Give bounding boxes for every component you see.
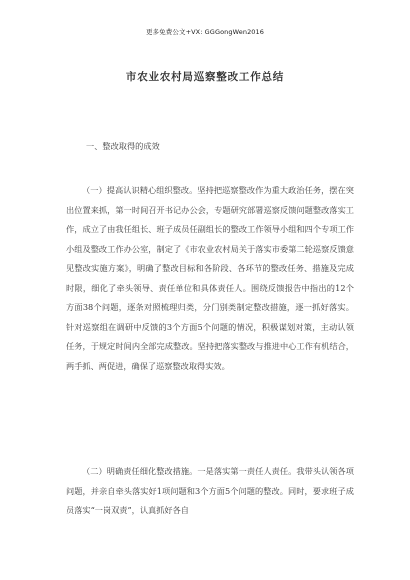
paragraph-organize-rectification: （一）提高认识精心组织整改。坚持把巡察整改作为重大政治任务，摆在突出位置来抓，第一时间召开书记办公会，专题研究部署巡察反馈问题整改落实工作，成立了由我任组长、班子成员任副组长的整改工作领导小组和四个专项工作小组及整改工作办公室，制定了《市农业农村局关于落实市委第二轮巡察反馈意见整改实施方案》，明确了整改目标和各阶段、各环节的整改任务、措施及完成时限，细化了牵头领导、责任单位和具体责任人。围绕反馈报告中指出的12个方面38个问题，逐条对照梳理归类，分门别类制定整改措施，逐一抓好落实。针对巡察组在调研中反馈的3个方面5个问题的情况，积极谋划对策，主动认领任务，于规定时间内全部完成整改。坚持把落实整改与推进中心工作有机结合，两手抓、两促进，确保了巡察整改取得实效。 — [66, 185, 354, 371]
section-heading: 一、整改取得的成效 — [86, 141, 160, 151]
document-title: 市农业农村局巡察整改工作总结 — [125, 71, 285, 83]
paragraph-clarify-responsibility: （二）明确责任细化整改措施。一是落实第一责任人责任。我带头认领各项问题，并亲自牵头落实好1项问题和3个方面5个问题的整改。同时，要求班子成员落实“一岗双责”，认真抓好各自 — [66, 466, 354, 515]
header-promo-note: 更多免费公文+VX: GGGongWen2016 — [145, 28, 265, 36]
